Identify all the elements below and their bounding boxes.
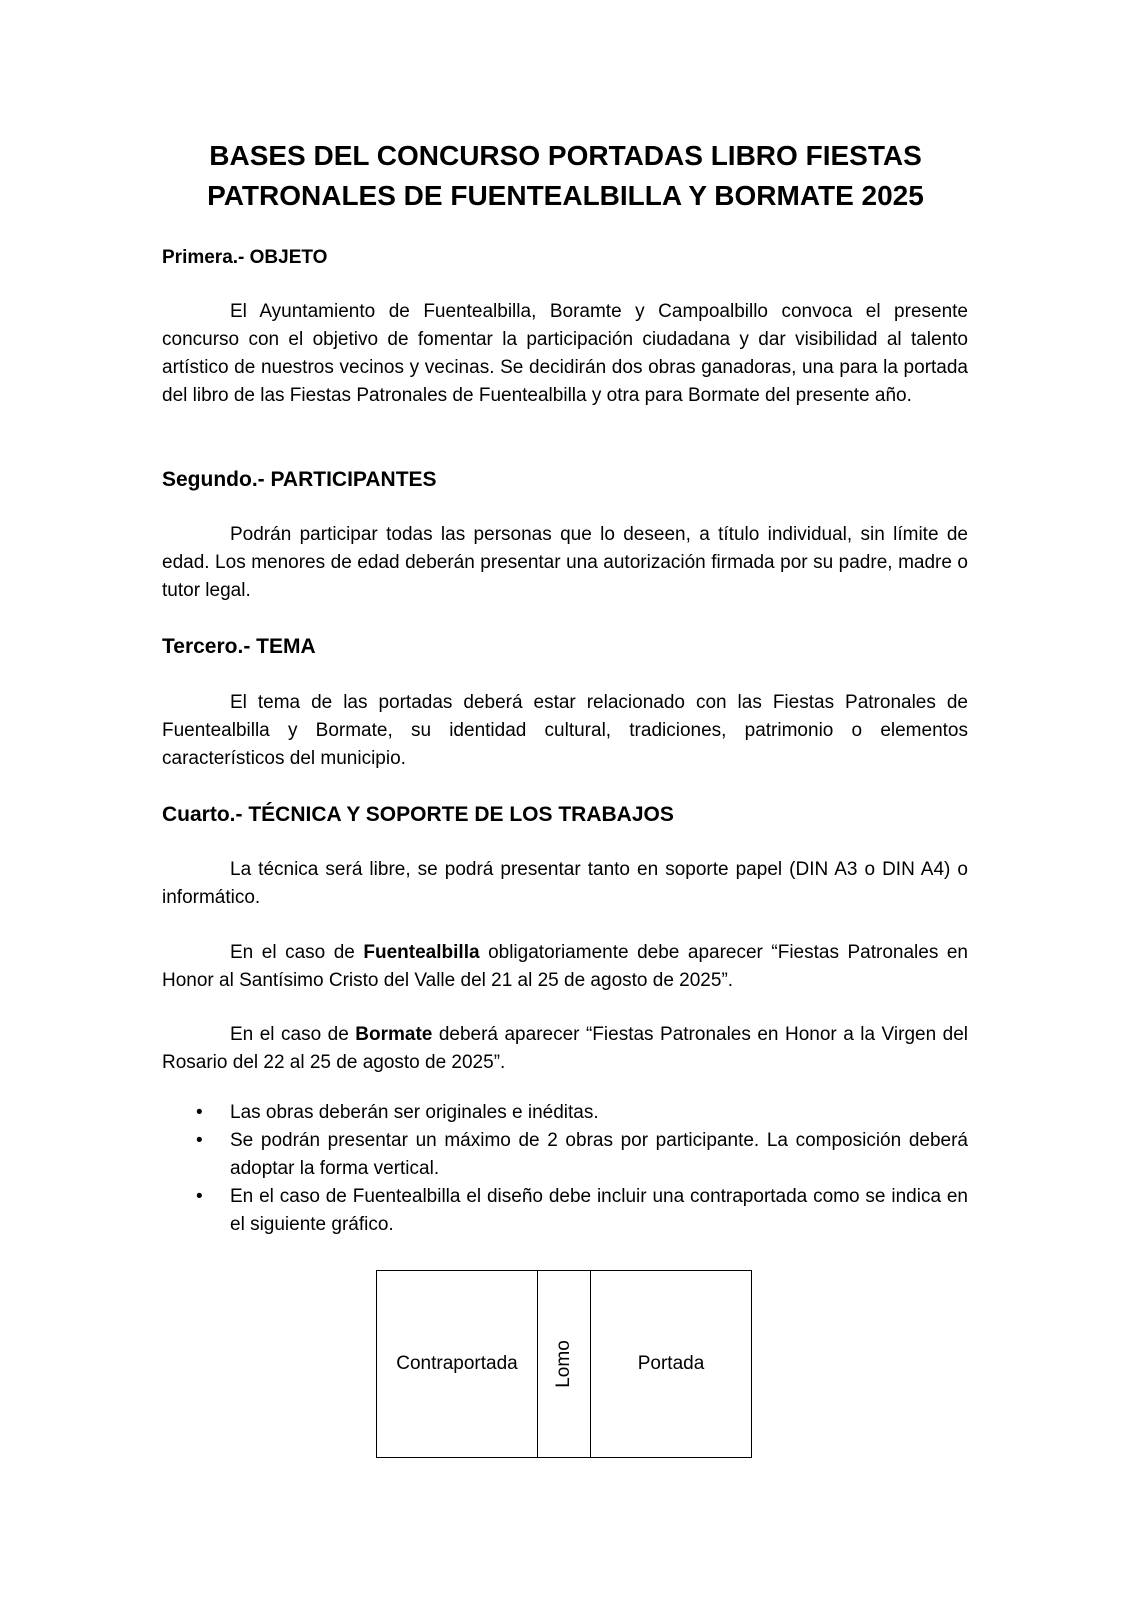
- diagram-back-cover: [377, 1271, 538, 1457]
- paragraph-objeto: El Ayuntamiento de Fuentealbilla, Boramte y Campoalbillo convoca el presente concurso con el objetivo de fomentar la participación ciudadana y dar visibilidad al talento artístico de nuestros vecinos y vecinas. Se decidirán dos obras ganadoras, una para la portada del libro de las Fiestas Patronales de Fuentealbilla y otra para Bormate del presente año.: [162, 301, 968, 406]
- paragraph-fuentealbilla: [162, 939, 968, 995]
- bullet-icon: •: [196, 1102, 203, 1123]
- front-cover-label: Portada: [637, 1353, 705, 1374]
- requirements-list: [162, 1099, 968, 1239]
- back-cover-label: Contraportada: [396, 1353, 518, 1374]
- heading-cuarto: Cuarto.- TÉCNICA Y SOPORTE DE LOS TRABAJOS: [162, 803, 674, 826]
- list-item: [162, 1127, 968, 1183]
- paragraph-tema: El tema de las portadas deberá estar relacionado con las Fiestas Patronales de Fuentealbilla y Bormate, su identidad cultural, tradiciones, patrimonio o elementos característicos del municipio.: [162, 692, 968, 769]
- title-line-1: BASES DEL CONCURSO PORTADAS LIBRO FIESTAS: [209, 140, 922, 171]
- list-item-text: Las obras deberán ser originales e inéditas.: [230, 1102, 599, 1123]
- diagram-front-cover: [591, 1271, 751, 1457]
- list-item-text: Se podrán presentar un máximo de 2 obras por participante. La composición deberá adoptar la forma vertical.: [230, 1130, 968, 1179]
- bormate-bold: Bormate: [355, 1024, 433, 1045]
- title-line-2: PATRONALES DE FUENTEALBILLA Y BORMATE 2025: [207, 180, 924, 211]
- heading-primera: Primera.- OBJETO: [162, 247, 328, 268]
- document-title: [150, 136, 981, 216]
- diagram-spine: [538, 1271, 591, 1457]
- fuentealbilla-text-after: obligatoriamente debe aparecer “Fiestas Patronales en Honor al Santísimo Cristo del Valle del 21 al 25 de agosto de 2025”.: [162, 942, 968, 991]
- fuentealbilla-text-before: En el caso de: [230, 942, 364, 963]
- paragraph-bormate: [162, 1021, 968, 1077]
- heading-tercero: Tercero.- TEMA: [162, 635, 316, 658]
- cover-layout-diagram: [376, 1270, 752, 1458]
- bullet-icon: •: [196, 1186, 203, 1207]
- bullet-icon: •: [196, 1130, 203, 1151]
- paragraph-tecnica: La técnica será libre, se podrá presentar tanto en soporte papel (DIN A3 o DIN A4) o informático.: [162, 859, 968, 908]
- fuentealbilla-bold: Fuentealbilla: [363, 942, 480, 963]
- paragraph-participantes: Podrán participar todas las personas que lo deseen, a título individual, sin límite de edad. Los menores de edad deberán presentar una autorización firmada por su padre, madre o tutor legal.: [162, 524, 968, 601]
- list-item-text: En el caso de Fuentealbilla el diseño debe incluir una contraportada como se indica en el siguiente gráfico.: [230, 1186, 968, 1235]
- bormate-text-before: En el caso de: [230, 1024, 356, 1045]
- list-item: [162, 1099, 968, 1127]
- bormate-text-after: deberá aparecer “Fiestas Patronales en Honor a la Virgen del Rosario del 22 al 25 de agosto de 2025”.: [162, 1024, 968, 1073]
- list-item: [162, 1183, 968, 1239]
- heading-segundo: Segundo.- PARTICIPANTES: [162, 468, 437, 491]
- spine-label: Lomo: [553, 1340, 574, 1388]
